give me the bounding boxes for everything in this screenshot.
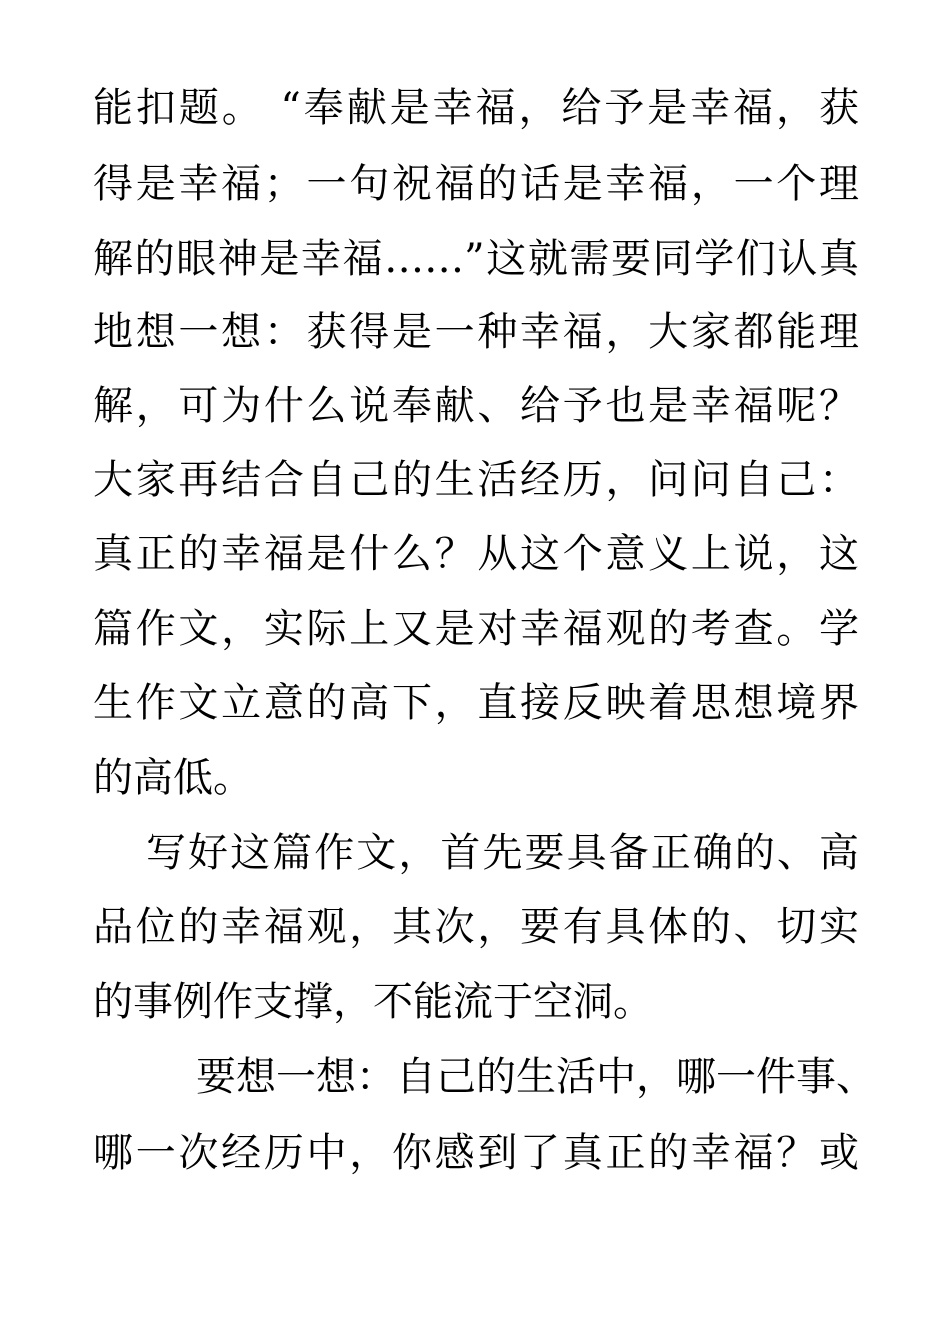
text-line-7: 真正的幸福是什么？从这个意义上说，这 (93, 531, 859, 577)
text-line-14: 要想一想：自己的生活中，哪一件事、 (196, 1054, 876, 1100)
text-line-4: 地想一想：获得是一种幸福，大家都能理 (93, 309, 859, 355)
text-line-1: 能扣题。 “奉献是幸福，给予是幸福，获 (93, 85, 859, 131)
text-line-5: 解，可为什么说奉献、给予也是幸福呢？ (93, 383, 859, 429)
text-line-15: 哪一次经历中，你感到了真正的幸福？或 (93, 1130, 859, 1176)
text-line-12: 品位的幸福观，其次，要有具体的、切实 (93, 904, 859, 950)
text-line-6: 大家再结合自己的生活经历，问问自己： (93, 457, 859, 503)
text-line-11: 写好这篇作文，首先要具备正确的、高 (146, 830, 859, 876)
text-line-2: 得是幸福；一句祝福的话是幸福，一个理 (93, 161, 859, 207)
text-line-3: 解的眼神是幸福……”这就需要同学们认真 (93, 236, 859, 282)
text-line-9: 生作文立意的高下，直接反映着思想境界 (93, 680, 859, 726)
text-line-13: 的事例作支撑，不能流于空洞。 (93, 979, 653, 1025)
text-line-8: 篇作文，实际上又是对幸福观的考查。学 (93, 606, 859, 652)
text-line-10: 的高低。 (93, 755, 253, 801)
